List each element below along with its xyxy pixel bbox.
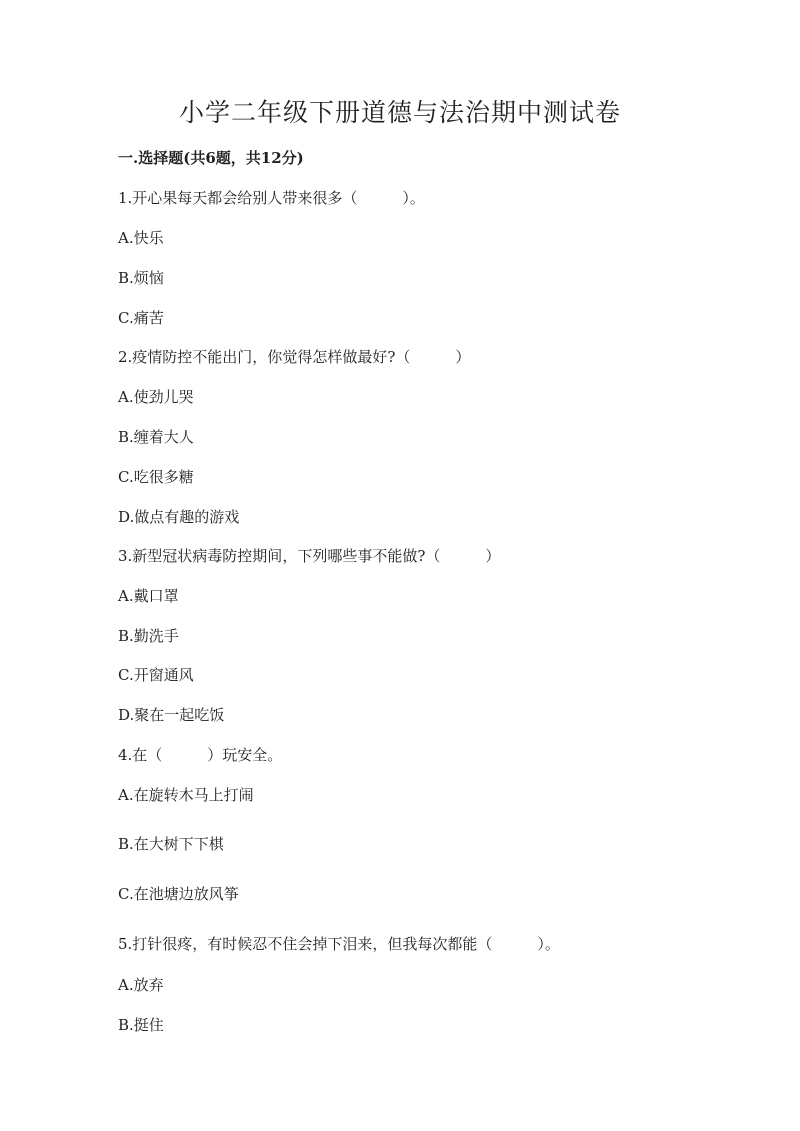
question-1-option-a: A.快乐 (118, 229, 164, 247)
question-3-option-c: C.开窗通风 (118, 666, 194, 684)
question-4-stem: 4.在（ ）玩安全。 (118, 746, 283, 764)
question-3-stem: 3.新型冠状病毒防控期间，下列哪些事不能做?（ ） (118, 547, 501, 565)
question-4-option-a: A.在旋转木马上打闹 (118, 786, 254, 804)
question-1-stem: 1.开心果每天都会给别人带来很多（ ）。 (118, 189, 425, 207)
question-5-option-b: B.挺住 (118, 1016, 164, 1034)
question-3-option-d: D.聚在一起吃饭 (118, 706, 225, 724)
question-2-stem: 2.疫情防控不能出门，你觉得怎样做最好?（ ） (118, 348, 471, 366)
question-2-option-c: C.吃很多糖 (118, 468, 194, 486)
question-3-option-a: A.戴口罩 (118, 587, 179, 605)
page-title: 小学二年级下册道德与法治期中测试卷 (178, 98, 621, 127)
question-2-option-a: A.使劲儿哭 (118, 388, 194, 406)
question-5-stem: 5.打针很疼，有时候忍不住会掉下泪来，但我每次都能（ ）。 (118, 935, 560, 953)
question-2-option-b: B.缠着大人 (118, 428, 194, 446)
question-4-option-c: C.在池塘边放风筝 (118, 885, 239, 903)
question-1-option-c: C.痛苦 (118, 309, 164, 327)
section-heading: 一.选择题(共6题，共12分) (118, 149, 304, 167)
question-2-option-d: D.做点有趣的游戏 (118, 508, 240, 526)
question-4-option-b: B.在大树下下棋 (118, 835, 224, 853)
question-3-option-b: B.勤洗手 (118, 627, 179, 645)
question-1-option-b: B.烦恼 (118, 269, 164, 287)
question-5-option-a: A.放弃 (118, 976, 164, 994)
